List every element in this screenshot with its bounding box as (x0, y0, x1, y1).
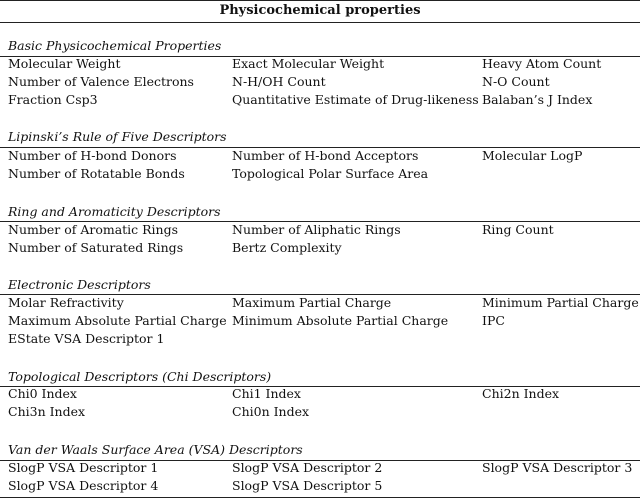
section-title: Topological Descriptors (Chi Descriptors) (8, 369, 272, 384)
descriptor-cell: Number of Saturated Rings (8, 240, 184, 255)
descriptor-cell: Molar Refractivity (8, 295, 124, 310)
section-title: Ring and Aromaticity Descriptors (8, 204, 221, 219)
descriptor-cell: Heavy Atom Count (482, 56, 602, 71)
descriptor-cell: Chi0n Index (232, 404, 310, 419)
descriptor-cell: EState VSA Descriptor 1 (8, 331, 165, 346)
descriptor-cell: Ring Count (482, 222, 554, 237)
descriptor-cell: Chi1 Index (232, 386, 301, 401)
descriptor-cell: Number of H-bond Acceptors (232, 148, 419, 163)
section-title: Lipinski’s Rule of Five Descriptors (8, 129, 227, 144)
descriptor-cell: Maximum Partial Charge (232, 295, 392, 310)
table-top-rule (0, 0, 640, 1)
descriptor-cell: SlogP VSA Descriptor 5 (232, 478, 383, 493)
descriptor-cell: SlogP VSA Descriptor 3 (482, 460, 633, 475)
section-title: Electronic Descriptors (8, 277, 151, 292)
descriptor-cell: Balaban’s J Index (482, 92, 593, 107)
descriptor-cell: SlogP VSA Descriptor 4 (8, 478, 159, 493)
descriptor-cell: Chi2n Index (482, 386, 560, 401)
section-title: Basic Physicochemical Properties (8, 38, 222, 53)
descriptor-cell: Fraction Csp3 (8, 92, 98, 107)
descriptor-cell: N-H/OH Count (232, 74, 326, 89)
descriptor-cell: Number of Rotatable Bonds (8, 166, 185, 181)
descriptor-cell: Quantitative Estimate of Drug-likeness (232, 92, 479, 107)
descriptor-cell: Topological Polar Surface Area (232, 166, 429, 181)
descriptor-cell: Exact Molecular Weight (232, 56, 385, 71)
descriptor-cell: Chi0 Index (8, 386, 77, 401)
descriptor-cell: N-O Count (482, 74, 550, 89)
table-bottom-rule (0, 497, 640, 498)
table-title: Physicochemical properties (219, 3, 421, 18)
table-header-rule (0, 22, 640, 23)
descriptor-cell: IPC (482, 313, 505, 328)
descriptor-cell: Maximum Absolute Partial Charge (8, 313, 227, 328)
descriptor-cell: Minimum Absolute Partial Charge (232, 313, 449, 328)
descriptor-cell: SlogP VSA Descriptor 1 (8, 460, 159, 475)
descriptor-cell: Minimum Partial Charge (482, 295, 639, 310)
descriptor-cell: Number of Aliphatic Rings (232, 222, 401, 237)
descriptor-cell: Number of Valence Electrons (8, 74, 194, 89)
descriptor-cell: Molecular LogP (482, 148, 583, 163)
descriptor-cell: Chi3n Index (8, 404, 86, 419)
section-title: Van der Waals Surface Area (VSA) Descriptors (8, 442, 303, 457)
descriptor-cell: Molecular Weight (8, 56, 121, 71)
descriptor-cell: Number of H-bond Donors (8, 148, 177, 163)
descriptor-cell: SlogP VSA Descriptor 2 (232, 460, 383, 475)
descriptor-cell: Number of Aromatic Rings (8, 222, 179, 237)
descriptor-cell: Bertz Complexity (232, 240, 342, 255)
